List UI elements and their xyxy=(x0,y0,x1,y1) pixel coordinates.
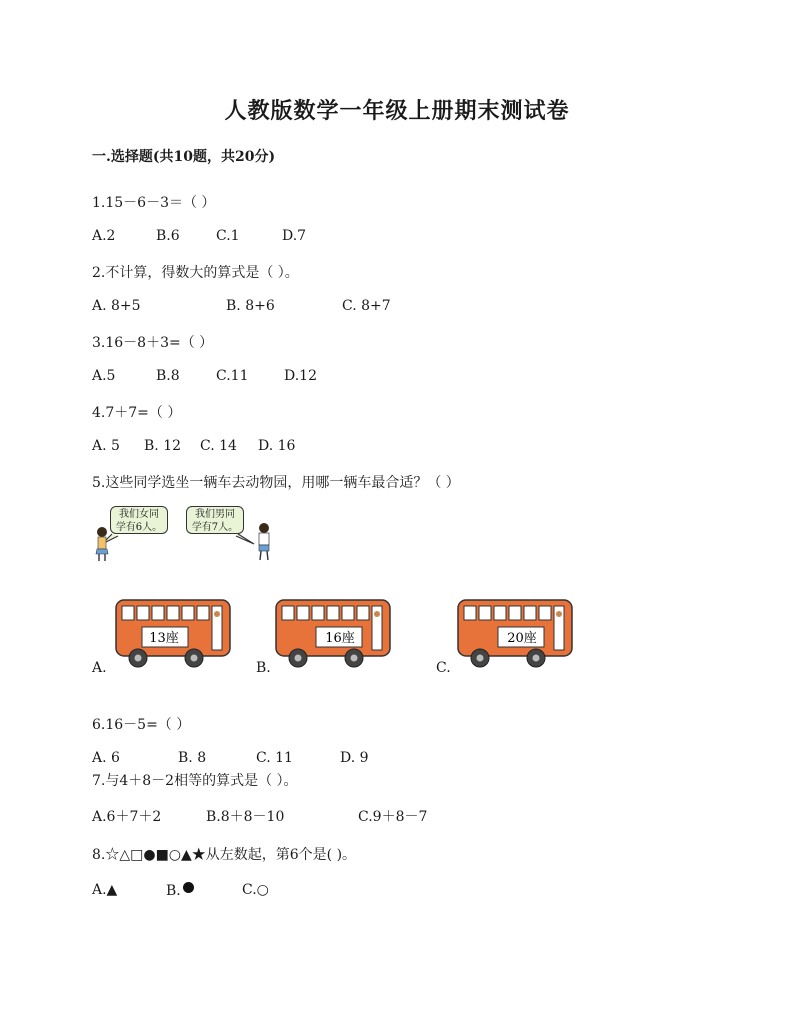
bus-hubcap xyxy=(295,655,302,662)
bus-window xyxy=(342,606,354,620)
q6-option-c: C. 11 xyxy=(256,750,293,766)
bus-driver xyxy=(556,611,562,617)
question-8: 8.☆△□●■○▲★从左数起，第6个是( )。 xyxy=(92,847,357,863)
bus-window xyxy=(297,606,309,620)
q2-option-a: A. 8+5 xyxy=(92,298,141,314)
question-6: 6.16－5=（ ） xyxy=(92,717,191,733)
q3-option-d: D.12 xyxy=(284,368,317,384)
q5-option-c: C. xyxy=(436,660,451,676)
q4-option-b: B. 12 xyxy=(144,438,182,454)
q2-option-b: B. 8+6 xyxy=(226,298,275,314)
bus-hubcap xyxy=(191,655,198,662)
q8-option-b: B. xyxy=(166,882,194,899)
bus-hubcap xyxy=(351,655,358,662)
bus-hubcap xyxy=(477,655,484,662)
q5-option-b: B. xyxy=(256,660,271,676)
question-7: 7.与4＋8－2相等的算式是（ ）。 xyxy=(92,773,298,789)
bus-window xyxy=(357,606,369,620)
q2-option-c: C. 8+7 xyxy=(342,298,391,314)
bus-window xyxy=(282,606,294,620)
boy-figure xyxy=(259,523,269,560)
q5-option-a: A. xyxy=(92,660,107,676)
q1-option-d: D.7 xyxy=(282,228,307,244)
bus-c xyxy=(454,596,576,670)
bus-window xyxy=(152,606,164,620)
bus-a-seats: 13座 xyxy=(149,631,179,646)
q7-option-b: B.8＋8－10 xyxy=(206,809,285,825)
speech-bubble-girls: 我们女同 学有6人。 xyxy=(110,506,168,534)
q7-option-a: A.6＋7＋2 xyxy=(92,809,162,825)
q3-option-a: A.5 xyxy=(92,368,116,384)
bus-hubcap xyxy=(533,655,540,662)
q7-option-c: C.9＋8－7 xyxy=(358,809,428,825)
children-illustration xyxy=(88,504,278,566)
bus-c-seats: 20座 xyxy=(507,631,537,646)
bus-window xyxy=(539,606,551,620)
bus-window xyxy=(509,606,521,620)
bus-window xyxy=(494,606,506,620)
black-dot-icon xyxy=(183,882,194,893)
section-heading: 一.选择题(共10题，共20分) xyxy=(92,149,276,165)
bus-hubcap xyxy=(135,655,142,662)
q6-option-a: A. 6 xyxy=(92,750,120,766)
q1-option-c: C.1 xyxy=(216,228,240,244)
q1-option-b: B.6 xyxy=(156,228,180,244)
q1-option-a: A.2 xyxy=(92,228,116,244)
bus-window xyxy=(182,606,194,620)
question-1: 1.15－6－3＝（ ） xyxy=(92,195,216,211)
bus-window xyxy=(464,606,476,620)
q4-option-c: C. 14 xyxy=(200,438,237,454)
bus-window xyxy=(479,606,491,620)
q8-option-a: A.▲ xyxy=(92,882,118,898)
bus-window xyxy=(137,606,149,620)
q6-option-d: D. 9 xyxy=(340,750,369,766)
bus-window xyxy=(524,606,536,620)
bus-a xyxy=(112,596,234,670)
bus-b xyxy=(272,596,394,670)
q4-option-a: A. 5 xyxy=(92,438,120,454)
q6-option-b: B. 8 xyxy=(178,750,207,766)
bus-window xyxy=(312,606,324,620)
bus-window xyxy=(167,606,179,620)
bus-window xyxy=(327,606,339,620)
bus-window xyxy=(122,606,134,620)
page-title: 人教版数学一年级上册期末测试卷 xyxy=(224,98,570,124)
girl-figure xyxy=(96,527,108,561)
question-3: 3.16－8＋3=（ ） xyxy=(92,335,214,351)
question-5: 5.这些同学选坐一辆车去动物园，用哪一辆车最合适？（ ） xyxy=(92,475,460,491)
bus-b-seats: 16座 xyxy=(325,631,355,646)
q3-option-b: B.8 xyxy=(156,368,180,384)
question-4: 4.7＋7=（ ） xyxy=(92,405,182,421)
bus-driver xyxy=(214,611,220,617)
bus-window xyxy=(197,606,209,620)
q4-option-d: D. 16 xyxy=(258,438,296,454)
bus-driver xyxy=(374,611,380,617)
q3-option-c: C.11 xyxy=(216,368,249,384)
q8-option-c: C.○ xyxy=(242,882,269,898)
question-2: 2.不计算，得数大的算式是（ ）。 xyxy=(92,265,299,281)
speech-bubble-boys: 我们男同 学有7人。 xyxy=(186,506,244,534)
